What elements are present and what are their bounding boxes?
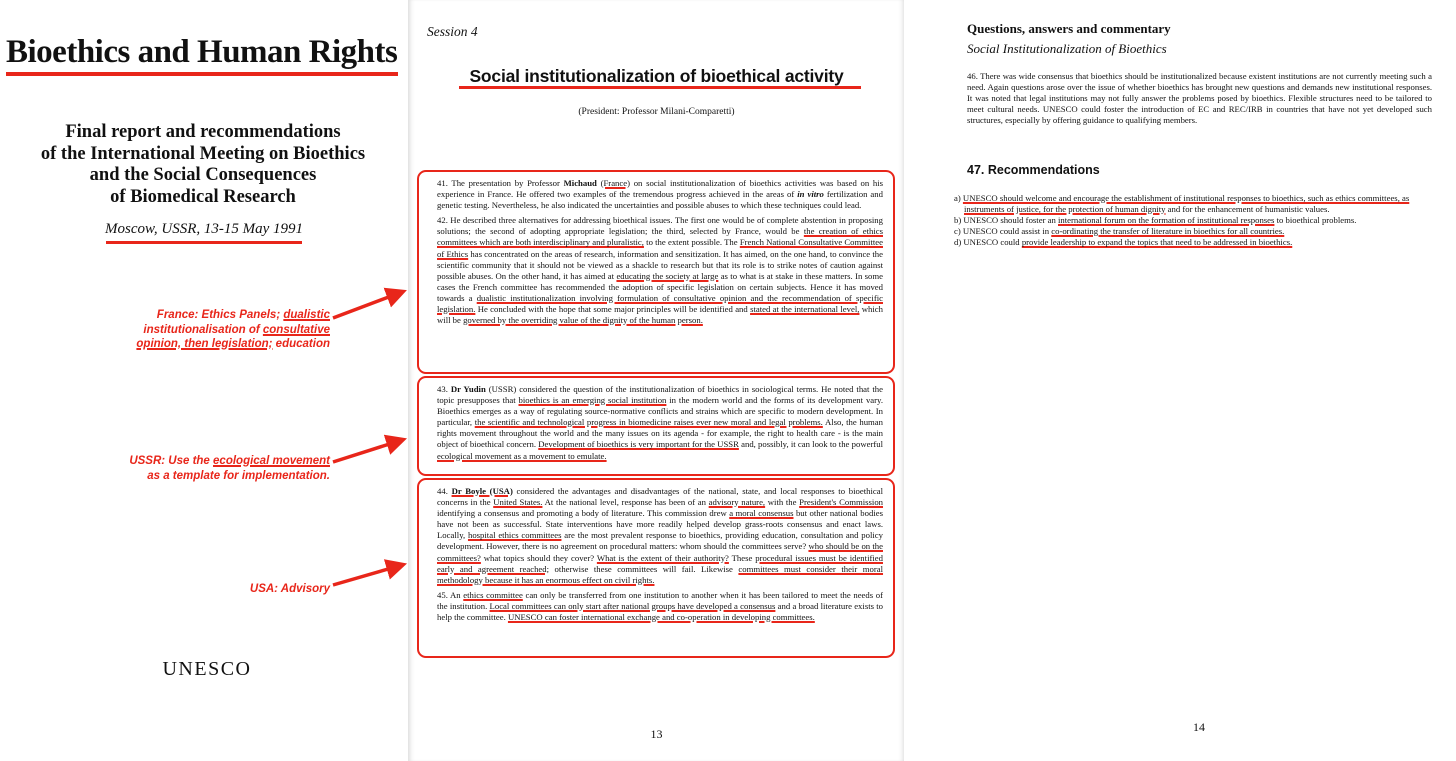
- recommendation-item: d) UNESCO could provide leadership to expand the topics that need to be addressed in bioethics.: [954, 237, 1293, 248]
- paragraph-42: 42. He described three alternatives for addressing bioethical issues. The first one would be of complete abstention in proposing solutions; the second of adopting appropriate legislation; the third, selected by France, would be the creation of ethics committees which are both interdisciplinary and pluralistic, to the extent possible. The French National Consultative Committee of Ethics has concentrated on the areas of research, information and sensitization. It has aimed, on the one hand, to convince the scientific community that it should not be viewed as a shackle to research but that its role is to strike notes of caution against possible abuses. On the other hand, it has aimed at educating the society at large as to what is at stake in these matters. In some cases the French committee has recommended the adoption of specific legislation on certain subjects. Hence it has moved towards a dualistic institutionalization involving formulation of consultative opinion and the recommendation of specific legislation. He concluded with the hope that some major principles will be identified and stated at the international level, which will be governed by the overriding value of the dignity of the human person.: [437, 215, 884, 326]
- highlight-box-france: [417, 170, 895, 374]
- session-label: Session 4: [427, 24, 478, 39]
- annotation-highlight: consultative: [262, 323, 330, 336]
- page-number: 13: [650, 727, 663, 741]
- arrow-ussr: [333, 440, 402, 462]
- annotation-text: as a template for implementation.: [147, 469, 330, 482]
- annotation-arrows: [0, 0, 420, 761]
- arrow-usa: [333, 565, 402, 585]
- meeting-venue: Moscow, USSR, 13-15 May 1991: [104, 221, 304, 237]
- annotation-text: France: Ethics Panels;: [156, 309, 284, 321]
- paragraph-41: 41. The presentation by Professor Michaud (France) on social institutionalization of bioethics activities was based on his experience in France. He offered two examples of the tremendous progress achieved in the areas of in vitro fertilization and genetic testing. Nevertheless, he also indicated the uncertainties and possible abuses to which these techniques could lead.: [437, 178, 884, 211]
- annotation-highlight: dualistic: [283, 309, 330, 321]
- annotation-highlight: ecological movement: [213, 455, 330, 467]
- arrow-france: [333, 292, 402, 318]
- page-13: [408, 0, 905, 761]
- session-title: Social institutionalization of bioethical activity: [469, 66, 844, 86]
- recommendation-item: b) UNESCO should foster an international forum on the formation of institutional responses to bioethical problems.: [954, 215, 1357, 226]
- subtitle-line: Final report and recommendations: [65, 122, 341, 142]
- paragraph-45: 45. An ethics committee can only be transferred from one institution to another when it has been tailored to meet the needs of the institution. Local committees can only start after national groups have developed a consensus and a broad literature exists to help the committee. UNESCO can foster international exchange and co-operation in developing committees.: [437, 589, 884, 623]
- highlight-box-ussr: [417, 376, 895, 476]
- section-subheading: Social Institutionalization of Bioethics: [967, 41, 1167, 56]
- publisher-name: UNESCO: [162, 658, 252, 680]
- annotation-text: USSR: Use the: [129, 455, 214, 467]
- recommendations-list: [954, 193, 1434, 248]
- paragraph-44: 44. Dr Boyle (USA) considered the advantages and disadvantages of the national, state, and local responses to bioethical concerns in the United States. At the national level, response has been of an advisory nature, with the President's Commission identifying a consensus and promoting a body of literature. This commission drew a moral consensus but other national bodies have not been as successful. State interventions have more readily helped develop grass-roots consensus and enact laws. Locally, hospital ethics committees are the most prevalent response to bioethics, providing education, consultation and policy development. However, there is no agreement on procedural matters: whom should the committees serve? who should be on the committees? what topics should they cover? What is the extent of their authority? These procedural issues must be identified early and agreement reached; otherwise these committees will fail. Likewise committees must consider their moral methodology because it has an enormous effect on civil rights.: [437, 486, 884, 585]
- session-president: (President: Professor Milani-Comparetti): [578, 107, 735, 117]
- annotation-highlight: opinion, then legislation;: [136, 338, 273, 350]
- recommendation-item: c) UNESCO could assist in co-ordinating the transfer of literature in bioethics for all countries.: [954, 226, 1285, 237]
- paragraph-43: 43. Dr Yudin (USSR) considered the question of the institutionalization of bioethics in sociological terms. He noted that the topic presupposes that bioethics is an emerging social institution in the modern world and the forms of its development vary. Bioethics emerges as a way of regulating source-normative conflicts and strains which are specific to modern development. In particular, the scientific and technological progress in biomedicine raises ever new moral and legal problems. Also, the human rights movement throughout the world and the many issues on its agenda - for example, the right to health care - is the main object of bioethical concern. Development of bioethics is very important for the USSR and, possibly, it can look to the powerful ecological movement as a movement to emulate.: [437, 384, 884, 461]
- page-number: 14: [1193, 720, 1205, 734]
- subtitle-line: of the International Meeting on Bioethics: [40, 143, 366, 164]
- section-heading: Questions, answers and commentary: [967, 21, 1171, 36]
- page-14: [904, 0, 1456, 761]
- subtitle-line: of Biomedical Research: [110, 186, 296, 207]
- annotation-text: education: [272, 338, 330, 350]
- session-title-underline: [459, 86, 861, 89]
- annotation-usa: USA: Advisory: [249, 583, 330, 595]
- highlight-box-usa: [417, 478, 895, 658]
- paragraph-46: 46. There was wide consensus that bioethics should be institutionalized because existent institutions are not currently meeting such a need. Again questions arose over the issue of whether bioethics has brought new questions and demands new institutional responses. It was noted that legal institutions may not fully answer the problems posed by bioethics. Flexible structures need to be tailored to meet cultural needs. UNESCO could foster the introduction of EC and REC/IRB in countries that have not yet developed such structures, especially by offering guidance to qualifying members.: [967, 71, 1432, 126]
- recommendation-item: a) UNESCO should welcome and encourage the establishment of institutional responses to bioethics, such as ethics committees, as instruments of justice, for the protection of human dignity and for the enhancement of humanistic values.: [954, 193, 1410, 215]
- annotation-text: institutionalisation of: [143, 323, 263, 336]
- report-title: Bioethics and Human Rights: [6, 34, 398, 70]
- recommendations-heading: 47. Recommendations: [967, 163, 1100, 177]
- subtitle-line: and the Social Consequences: [89, 165, 317, 185]
